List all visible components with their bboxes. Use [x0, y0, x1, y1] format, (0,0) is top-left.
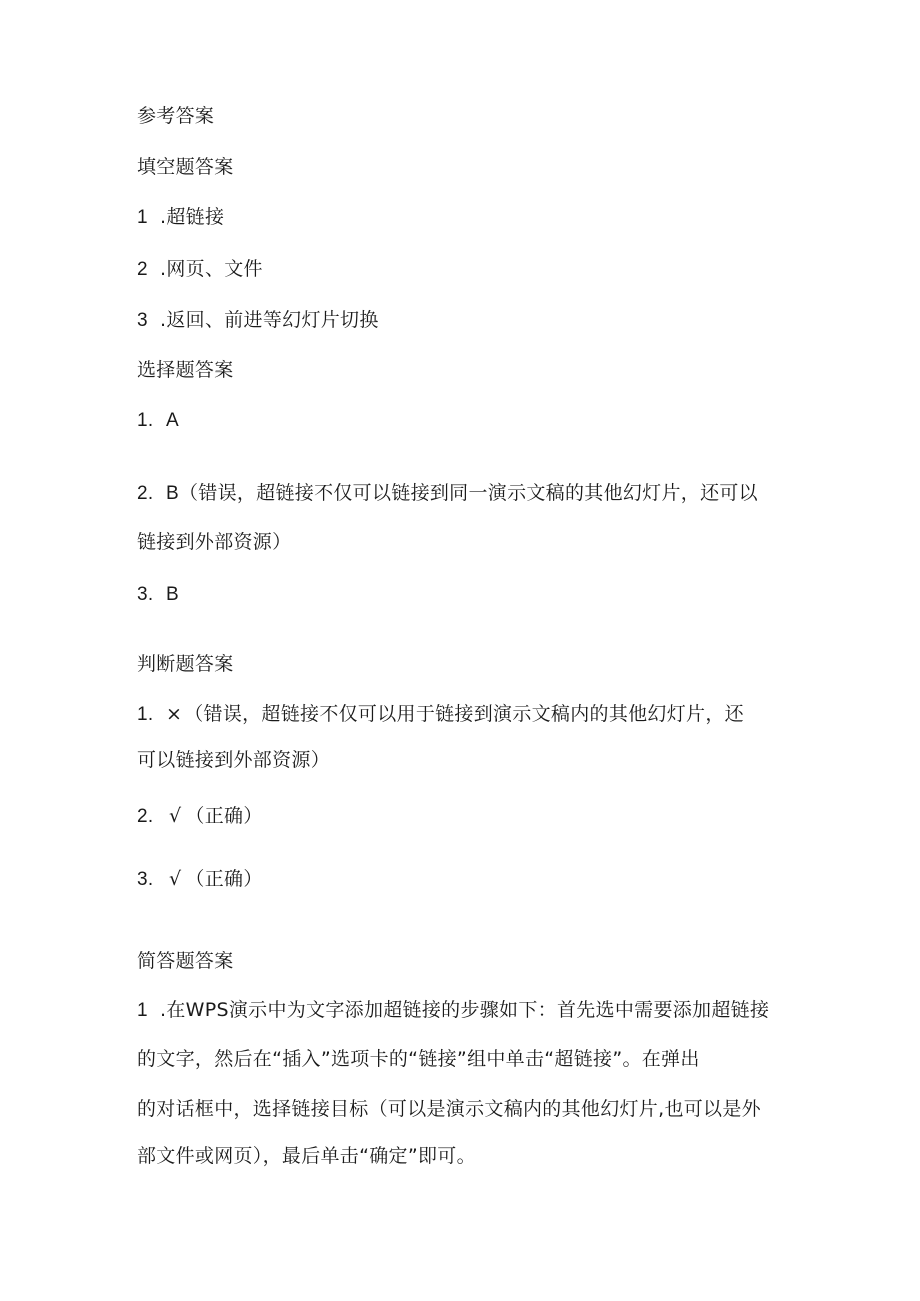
fill-blank-item-1 — [137, 204, 224, 231]
item-explanation: （错误，超链接不仅可以用于链接到演示文稿内的其他幻灯片，还 — [184, 703, 744, 725]
fill-blank-heading: 填空题答案 — [137, 156, 234, 178]
check-mark-icon: √ — [169, 868, 182, 890]
choice-answer: B — [166, 584, 179, 605]
check-mark-icon: √ — [169, 805, 182, 827]
judge-item-3 — [137, 866, 263, 893]
item-number: 2. — [137, 483, 154, 504]
choice-answer: A — [166, 410, 179, 431]
short-answer-item-1-line-4: 部文件或网页），最后单击“确定”即可。 — [137, 1145, 476, 1167]
item-note: （正确） — [185, 868, 263, 890]
choice-item-2-continued: 链接到外部资源） — [137, 531, 292, 553]
choice-item-2 — [137, 480, 758, 507]
item-note: （正确） — [185, 805, 263, 827]
item-text: .超链接 — [160, 206, 225, 228]
item-number: 1. — [137, 410, 154, 431]
choice-answer: B — [166, 483, 179, 504]
item-number: 2 — [137, 259, 148, 280]
short-answer-item-1-line-2: 的文字，然后在“插入”选项卡的“链接”组中单击“超链接”。在弹出 — [137, 1048, 700, 1070]
item-number: 1. — [137, 704, 154, 725]
judge-heading: 判断题答案 — [137, 653, 234, 675]
cross-mark-icon: × — [166, 703, 183, 725]
item-text: .在WPS演示中为文字添加超链接的步骤如下：首先选中需要添加超链接 — [160, 999, 770, 1021]
choice-heading: 选择题答案 — [137, 359, 234, 381]
item-number: 1 — [137, 1000, 148, 1021]
item-number: 3 — [137, 310, 148, 331]
judge-item-2 — [137, 803, 263, 830]
short-answer-item-1 — [137, 997, 769, 1024]
judge-item-1-continued: 可以链接到外部资源） — [137, 749, 331, 771]
item-number: 2. — [137, 806, 154, 827]
fill-blank-item-2 — [137, 256, 263, 283]
choice-item-3 — [137, 581, 179, 608]
judge-item-1 — [137, 701, 744, 728]
item-number: 3. — [137, 869, 154, 890]
item-explanation: （错误，超链接不仅可以链接到同一演示文稿的其他幻灯片，还可以 — [178, 482, 758, 504]
short-answer-item-1-line-3: 的对话框中，选择链接目标（可以是演示文稿内的其他幻灯片,也可以是外 — [137, 1098, 761, 1120]
item-number: 3. — [137, 584, 154, 605]
document-title: 参考答案 — [137, 105, 215, 127]
item-text: .返回、前进等幻灯片切换 — [160, 309, 379, 331]
fill-blank-item-3 — [137, 307, 379, 334]
choice-item-1 — [137, 407, 179, 434]
item-number: 1 — [137, 207, 148, 228]
short-answer-heading: 简答题答案 — [137, 950, 234, 972]
item-text: .网页、文件 — [160, 258, 263, 280]
